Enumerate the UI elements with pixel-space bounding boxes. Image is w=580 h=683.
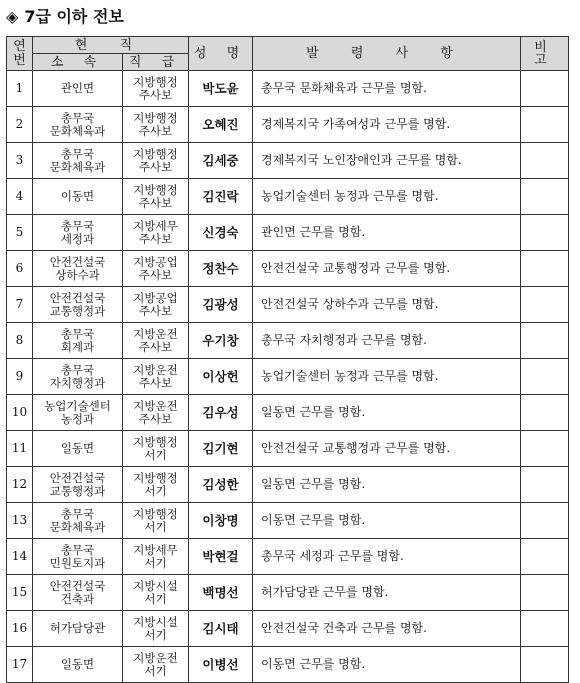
remarks [521, 395, 569, 431]
department-line: 안전건설국 [49, 578, 106, 593]
rank-line: 서기 [144, 663, 167, 678]
appointment-order: 농업기술센터 농정과 근무를 명함. [253, 359, 521, 395]
current-department [33, 215, 123, 251]
employee-name: 백명선 [189, 575, 253, 611]
current-department [33, 107, 123, 143]
appointment-order: 총무국 문화체육과 근무를 명함. [253, 71, 521, 107]
header-order: 발 령 사 항 [253, 37, 521, 71]
employee-name: 김성한 [189, 467, 253, 503]
remarks [521, 71, 569, 107]
employee-name: 김광성 [189, 287, 253, 323]
remarks [521, 647, 569, 683]
rank-line: 지방행정 [133, 470, 178, 485]
current-department [33, 251, 123, 287]
department-line: 회계과 [60, 339, 95, 354]
current-rank [123, 143, 189, 179]
row-number: 14 [7, 539, 33, 575]
employee-name: 박도윤 [189, 71, 253, 107]
remarks [521, 467, 569, 503]
current-rank [123, 359, 189, 395]
table-row [7, 611, 569, 647]
appointment-order: 관인면 근무를 명함. [253, 215, 521, 251]
current-department [33, 395, 123, 431]
department-line: 세정과 [60, 231, 95, 246]
header-dept: 소 속 [33, 54, 123, 71]
appointment-order: 경제복지국 가족여성과 근무를 명함. [253, 107, 521, 143]
department-line: 허가담당관 [49, 621, 106, 635]
department-line: 민원토지과 [49, 555, 106, 570]
rank-line: 지방행정 [133, 74, 178, 89]
department-line: 상하수과 [55, 267, 100, 282]
department-line: 교통행정과 [49, 303, 106, 318]
diamond-bullet-icon: ◈ [6, 7, 19, 26]
appointment-order: 안전건설국 교통행정과 근무를 명함. [253, 431, 521, 467]
department-line: 총무국 [60, 110, 95, 125]
header-rank: 직 급 [123, 54, 189, 71]
current-department [33, 647, 123, 683]
header-note: 비 고 [521, 37, 569, 71]
row-number: 6 [7, 251, 33, 287]
rank-line: 서기 [144, 555, 167, 570]
row-number: 9 [7, 359, 33, 395]
row-number: 13 [7, 503, 33, 539]
remarks [521, 575, 569, 611]
rank-line: 지방운전 [133, 362, 178, 377]
current-rank [123, 215, 189, 251]
current-department [33, 575, 123, 611]
appointment-order: 농업기술센터 농정과 근무를 명함. [253, 179, 521, 215]
rank-line: 서기 [144, 591, 167, 606]
row-number: 11 [7, 431, 33, 467]
table-row [7, 467, 569, 503]
remarks [521, 359, 569, 395]
rank-line: 서기 [144, 447, 167, 462]
table-row [7, 539, 569, 575]
remarks [521, 503, 569, 539]
department-line: 일동면 [60, 441, 95, 455]
rank-line: 지방공업 [133, 290, 178, 305]
rank-line: 지방행정 [133, 110, 178, 125]
department-line: 안전건설국 [49, 470, 106, 485]
rank-line: 지방행정 [133, 434, 178, 449]
current-rank [123, 647, 189, 683]
rank-line: 지방행정 [133, 146, 178, 161]
employee-name: 김우성 [189, 395, 253, 431]
row-number: 16 [7, 611, 33, 647]
employee-name: 우기창 [189, 323, 253, 359]
header-current: 현 직 [33, 37, 189, 54]
transfer-table [6, 36, 569, 683]
current-department [33, 611, 123, 647]
table-row [7, 647, 569, 683]
header-no-top: 연 [13, 38, 26, 54]
department-line: 관인면 [60, 81, 95, 95]
table-row [7, 287, 569, 323]
employee-name: 김기현 [189, 431, 253, 467]
table-row [7, 107, 569, 143]
header-no [7, 37, 33, 71]
current-department [33, 323, 123, 359]
rank-line: 지방세무 [133, 218, 178, 233]
remarks [521, 287, 569, 323]
employee-name: 오혜진 [189, 107, 253, 143]
table-body [7, 71, 569, 683]
appointment-order: 이동면 근무를 명함. [253, 647, 521, 683]
table-row [7, 575, 569, 611]
department-line: 총무국 [60, 326, 95, 341]
remarks [521, 431, 569, 467]
row-number: 12 [7, 467, 33, 503]
row-number: 3 [7, 143, 33, 179]
table-row [7, 71, 569, 107]
employee-name: 김시태 [189, 611, 253, 647]
rank-line: 서기 [144, 627, 167, 642]
employee-name: 이창명 [189, 503, 253, 539]
rank-line: 지방운전 [133, 398, 178, 413]
rank-line: 주사보 [138, 123, 173, 138]
appointment-order: 안전건설국 건축과 근무를 명함. [253, 611, 521, 647]
row-number: 10 [7, 395, 33, 431]
employee-name: 김세중 [189, 143, 253, 179]
rank-line: 서기 [144, 483, 167, 498]
row-number: 4 [7, 179, 33, 215]
remarks [521, 323, 569, 359]
current-rank [123, 323, 189, 359]
department-line: 농업기술센터 [44, 398, 111, 413]
appointment-order: 허가담당관 근무를 명함. [253, 575, 521, 611]
rank-line: 지방세무 [133, 542, 178, 557]
table-row [7, 323, 569, 359]
appointment-order: 이동면 근무를 명함. [253, 503, 521, 539]
page-title [6, 4, 124, 30]
department-line: 문화체육과 [49, 159, 106, 174]
rank-line: 주사보 [138, 339, 173, 354]
remarks [521, 143, 569, 179]
current-department [33, 503, 123, 539]
current-rank [123, 467, 189, 503]
appointment-order: 경제복지국 노인장애인과 근무를 명함. [253, 143, 521, 179]
row-number: 2 [7, 107, 33, 143]
row-number: 17 [7, 647, 33, 683]
rank-line: 지방행정 [133, 182, 178, 197]
rank-line: 주사보 [138, 87, 173, 102]
rank-line: 주사보 [138, 411, 173, 426]
current-department [33, 179, 123, 215]
appointment-order: 안전건설국 상하수과 근무를 명함. [253, 287, 521, 323]
department-line: 건축과 [60, 591, 95, 606]
employee-name: 신경숙 [189, 215, 253, 251]
department-line: 총무국 [60, 146, 95, 161]
header-name: 성 명 [189, 37, 253, 71]
row-number: 5 [7, 215, 33, 251]
row-number: 7 [7, 287, 33, 323]
department-line: 총무국 [60, 218, 95, 233]
current-rank [123, 575, 189, 611]
current-department [33, 467, 123, 503]
department-line: 농정과 [60, 411, 95, 426]
current-rank [123, 107, 189, 143]
rank-line: 주사보 [138, 159, 173, 174]
remarks [521, 251, 569, 287]
rank-line: 지방운전 [133, 326, 178, 341]
remarks [521, 107, 569, 143]
current-rank [123, 71, 189, 107]
table-row [7, 503, 569, 539]
current-department [33, 71, 123, 107]
rank-line: 지방시설 [133, 578, 178, 593]
table-row [7, 251, 569, 287]
header-no-bottom: 번 [13, 52, 26, 68]
current-department [33, 287, 123, 323]
current-rank [123, 431, 189, 467]
appointment-order: 총무국 세정과 근무를 명함. [253, 539, 521, 575]
employee-name: 박현걸 [189, 539, 253, 575]
table-header [7, 37, 569, 71]
current-rank [123, 287, 189, 323]
table-row [7, 143, 569, 179]
appointment-order: 일동면 근무를 명함. [253, 467, 521, 503]
table-row [7, 179, 569, 215]
remarks [521, 539, 569, 575]
rank-line: 지방시설 [133, 614, 178, 629]
table-row [7, 431, 569, 467]
table-row [7, 359, 569, 395]
department-line: 총무국 [60, 506, 95, 521]
remarks [521, 179, 569, 215]
department-line: 문화체육과 [49, 123, 106, 138]
rank-line: 주사보 [138, 231, 173, 246]
remarks [521, 215, 569, 251]
table-row [7, 215, 569, 251]
appointment-order: 총무국 자치행정과 근무를 명함. [253, 323, 521, 359]
rank-line: 주사보 [138, 267, 173, 282]
department-line: 안전건설국 [49, 254, 106, 269]
table-row [7, 395, 569, 431]
department-line: 자치행정과 [49, 375, 106, 390]
rank-line: 서기 [144, 519, 167, 534]
remarks [521, 611, 569, 647]
department-line: 이동면 [60, 189, 95, 203]
rank-line: 주사보 [138, 303, 173, 318]
current-rank [123, 503, 189, 539]
department-line: 총무국 [60, 542, 95, 557]
department-line: 안전건설국 [49, 290, 106, 305]
department-line: 총무국 [60, 362, 95, 377]
current-rank [123, 395, 189, 431]
current-department [33, 359, 123, 395]
employee-name: 이상헌 [189, 359, 253, 395]
department-line: 교통행정과 [49, 483, 106, 498]
employee-name: 이병선 [189, 647, 253, 683]
rank-line: 지방행정 [133, 506, 178, 521]
current-department [33, 431, 123, 467]
current-rank [123, 179, 189, 215]
employee-name: 김진락 [189, 179, 253, 215]
current-department [33, 539, 123, 575]
appointment-order: 안전건설국 교통행정과 근무를 명함. [253, 251, 521, 287]
row-number: 1 [7, 71, 33, 107]
current-rank [123, 611, 189, 647]
current-rank [123, 539, 189, 575]
department-line: 문화체육과 [49, 519, 106, 534]
row-number: 8 [7, 323, 33, 359]
page-title-text: 7급 이하 전보 [24, 7, 124, 26]
employee-name: 정찬수 [189, 251, 253, 287]
rank-line: 주사보 [138, 195, 173, 210]
department-line: 일동면 [60, 657, 95, 671]
row-number: 15 [7, 575, 33, 611]
rank-line: 지방공업 [133, 254, 178, 269]
current-rank [123, 251, 189, 287]
appointment-order: 일동면 근무를 명함. [253, 395, 521, 431]
current-department [33, 143, 123, 179]
rank-line: 지방운전 [133, 650, 178, 665]
rank-line: 주사보 [138, 375, 173, 390]
